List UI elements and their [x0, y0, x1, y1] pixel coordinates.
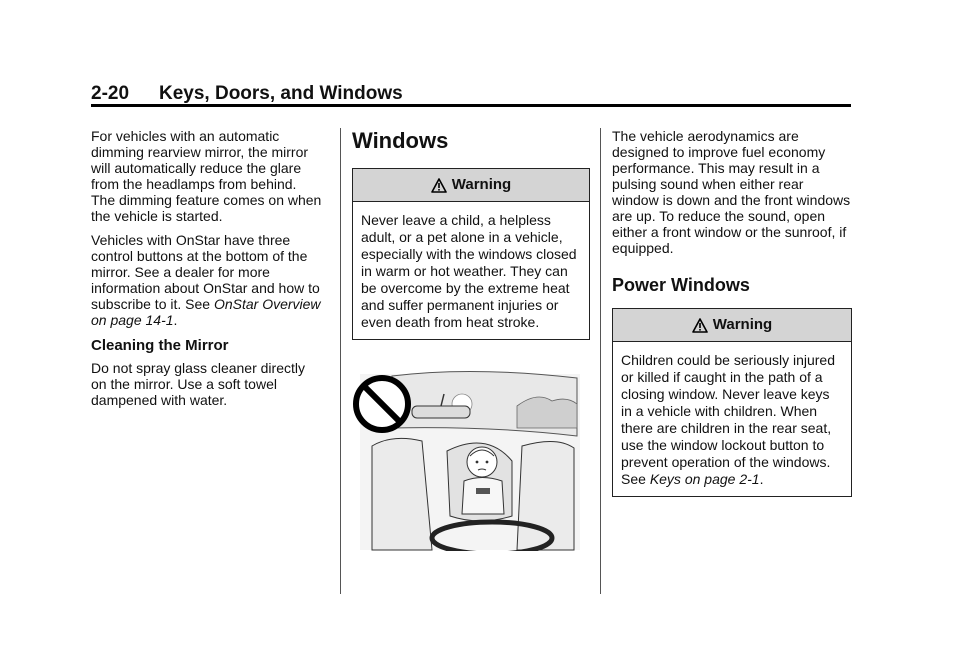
cross-reference-link[interactable]: OnStar Overview on page 14-1 [91, 296, 321, 328]
warning-icon [692, 318, 708, 333]
cross-reference-link[interactable]: Keys on page 2-1 [649, 471, 760, 487]
warning-header [613, 309, 851, 342]
chapter-title: Keys, Doors, and Windows [159, 83, 403, 104]
paragraph: Do not spray glass cleaner directly on the mirror. Use a soft towel dampened with water. [91, 360, 305, 408]
warning-text: . [759, 471, 764, 487]
column-divider [340, 128, 341, 594]
warning-body [613, 342, 851, 496]
warning-text: Children could be seriously injured or killed if caught in the path of a closing window. Never leave keys in a vehicle with children. When there are children in the rear seat, use the window lockout button to prevent operation of the windows. See [621, 352, 836, 487]
page-number: 2-20 [91, 83, 130, 104]
warning-label: Warning [712, 316, 773, 333]
warning-header [353, 169, 589, 202]
warning-body: Never leave a child, a helpless adult, or a pet alone in a vehicle, especially with the windows closed in warm or hot weather. They can be overcome by the extreme heat and suffer permanent injuries or even death from heat stroke. [361, 212, 577, 330]
column-right [612, 128, 852, 497]
warning-box [352, 168, 590, 340]
warning-box [612, 308, 852, 497]
paragraph-text: . [173, 312, 178, 328]
paragraph-text: Vehicles with OnStar have three control buttons at the bottom of the mirror. See a dealer for more information about OnStar and how to subscribe to it. See [91, 232, 320, 312]
section-heading: Power Windows [612, 275, 750, 295]
paragraph [91, 232, 323, 328]
column-middle [352, 128, 590, 554]
paragraph: For vehicles with an automatic dimming rearview mirror, the mirror will automatically reduce the glare from the headlamps from behind. The dimming feature comes on when the vehicle is started. [91, 128, 322, 224]
header-rule [91, 104, 851, 107]
subheading: Cleaning the Mirror [91, 337, 229, 354]
section-heading: Windows [352, 128, 449, 153]
child-in-car-illustration [352, 366, 590, 554]
paragraph: The vehicle aerodynamics are designed to improve fuel economy performance. This may result in a pulsing sound when either rear window is down and the front windows are up. To reduce the sound, open either a front window or the sunroof, if equipped. [612, 128, 851, 256]
warning-icon [431, 178, 447, 193]
warning-label: Warning [451, 176, 512, 193]
column-divider [600, 128, 601, 594]
column-left [91, 128, 323, 416]
